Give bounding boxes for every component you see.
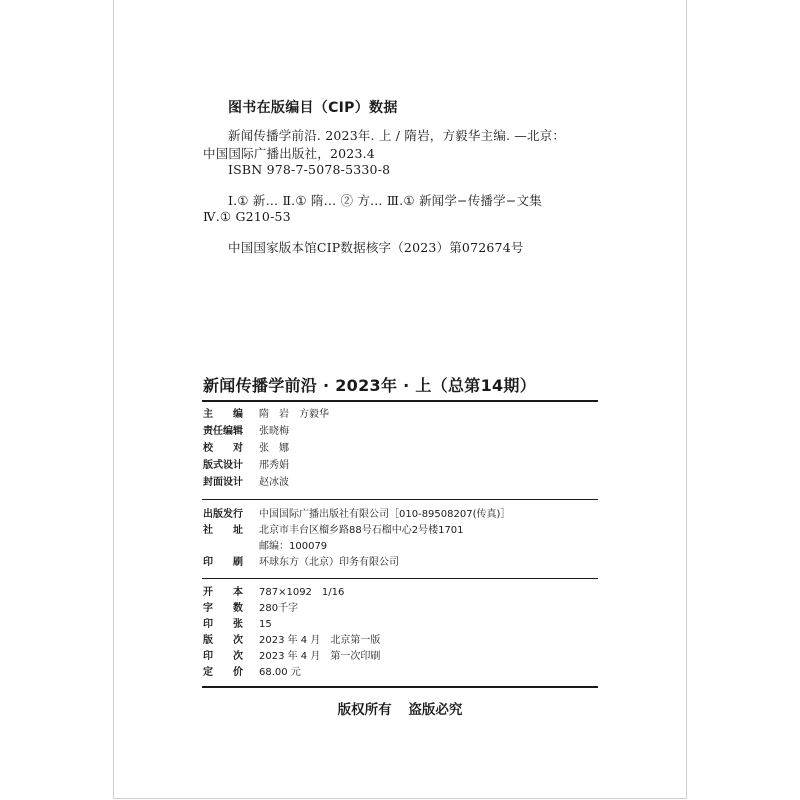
cip-record-number: 中国国家版本馆CIP数据核字（2023）第072674号 [228,240,524,255]
spec-label: 定 价 [203,667,243,678]
spec-row [203,633,380,648]
cip-classification-2: Ⅳ.① G210-53 [203,209,291,224]
publisher-value: 中国国际广播出版社有限公司［010-89508207(传真)］ [259,509,511,520]
publisher-row [203,539,327,554]
spec-row [203,665,301,680]
publisher-label: 出版发行 [203,509,243,520]
publisher-value: 环球东方（北京）印务有限公司 [259,557,399,568]
spec-row [203,649,380,664]
spec-value: 2023 年 4 月 北京第一版 [259,635,381,646]
cip-isbn: ISBN 978-7-5078-5330-8 [228,162,391,177]
rule-top [202,400,598,402]
spec-value: 787×1092 1/16 [259,587,345,598]
rule-publisher [202,578,598,579]
publisher-row [203,555,399,570]
publisher-row [203,507,510,522]
rule-credits [202,499,598,500]
credit-row [203,441,289,456]
credit-value: 赵冰波 [259,477,289,488]
copyright-left: 版权所有 [337,702,392,718]
spec-row [203,585,344,600]
spec-value: 2023 年 4 月 第一次印刷 [259,651,381,662]
credit-value: 隋 岩 方毅华 [259,409,329,420]
credit-row [203,407,329,422]
spec-row [203,601,298,616]
spec-value: 280千字 [259,603,299,614]
credit-label: 责任编辑 [203,426,243,437]
credit-label: 封面设计 [203,477,243,488]
copyright-right: 盗版必究 [408,702,463,718]
book-title: 新闻传播学前沿 · 2023年 · 上（总第14期） [203,376,537,395]
credit-label: 版式设计 [203,460,243,471]
cip-title: 图书在版编目（CIP）数据 [228,100,398,116]
credit-row [203,424,289,439]
publisher-label: 社 址 [203,525,243,536]
spec-row [203,617,272,632]
credit-label: 主 编 [203,409,243,420]
credit-value: 张晓梅 [259,426,289,437]
spec-label: 版 次 [203,635,243,646]
copyright-notice [0,698,800,718]
publisher-row [203,523,464,538]
spec-label: 印 次 [203,651,243,662]
spec-label: 开 本 [203,587,243,598]
credit-row [203,475,289,490]
spec-value: 15 [259,619,272,630]
rule-bottom [202,686,598,688]
cip-line-1: 新闻传播学前沿. 2023年. 上 / 隋岩，方毅华主编. —北京： [228,128,566,143]
cip-classification-1: Ⅰ.① 新… Ⅱ.① 隋… ② 方… Ⅲ.① 新闻学−传播学−文集 [228,193,542,208]
publisher-label: 印 刷 [203,557,243,568]
credit-value: 邢秀娟 [259,460,289,471]
cip-line-2: 中国国际广播出版社，2023.4 [203,146,375,161]
spec-label: 印 张 [203,619,243,630]
publisher-value: 北京市丰台区榴乡路88号石榴中心2号楼1701 [259,525,464,536]
spec-value: 68.00 元 [259,667,301,678]
credit-value: 张 娜 [259,443,289,454]
publisher-value: 邮编：100079 [259,541,328,552]
credit-row [203,458,289,473]
credit-label: 校 对 [203,443,243,454]
spec-label: 字 数 [203,603,243,614]
